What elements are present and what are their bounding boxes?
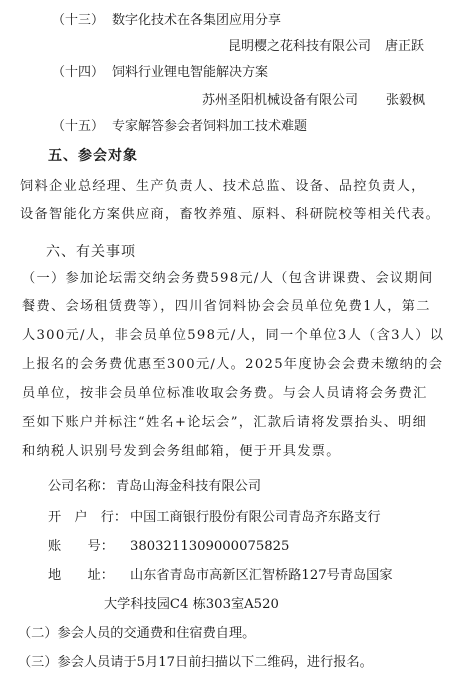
presenter-name: 张毅枫 xyxy=(386,93,426,108)
fee-paragraph-line-3: 人300元/人，非会员单位598元/人，同一个单位3人（含3人）以 xyxy=(22,328,445,343)
fee-paragraph-line-5: 员单位，按非会员单位标准收取会务费。与会人员请将会务费汇 xyxy=(22,386,428,401)
travel-expense-note: （二）参会人员的交通费和住宿费自理。 xyxy=(18,626,256,641)
fee-paragraph-line-7: 和纳税人识别号发到会务组邮箱，便于开具发票。 xyxy=(22,444,341,459)
presenter-company: 昆明樱之花科技有限公司 xyxy=(228,39,372,54)
attendees-line-1: 饲料企业总经理、生产负责人、技术总监、设备、品控负责人， xyxy=(20,179,426,194)
agenda-title: 专家解答参会者饲料加工技术难题 xyxy=(112,119,308,134)
bank-value: 中国工商银行股份有限公司青岛齐东路支行 xyxy=(130,510,381,525)
company-name-label: 公司名称： xyxy=(48,479,114,494)
agenda-item-14 xyxy=(52,64,268,82)
section-heading-notes: 六、有关事项 xyxy=(46,244,136,260)
section-heading-attendees: 五、参会对象 xyxy=(48,148,138,164)
agenda-item-15 xyxy=(52,118,307,136)
fee-paragraph-line-2: 餐费、会场租赁费等），四川省饲料协会会员单位免费1人，第二 xyxy=(22,299,431,314)
company-name-value: 青岛山海金科技有限公司 xyxy=(116,479,262,494)
fee-paragraph-line-4: 上报名的会务费优惠至300元/人。2025年度协会会费未缴纳的会 xyxy=(22,357,444,372)
agenda-index: （十四） xyxy=(52,65,105,80)
address-value-line-2: 大学科技园C4 栋303室A520 xyxy=(104,597,279,612)
fee-paragraph-line-6: 至如下账户并标注“姓名+论坛会”，汇款后请将发票抬头、明细 xyxy=(22,415,428,430)
agenda-title: 数字化技术在各集团应用分享 xyxy=(112,13,282,28)
agenda-title: 饲料行业锂电智能解决方案 xyxy=(112,65,269,80)
address-value-line-1: 山东省青岛市高新区汇智桥路127号青岛国家 xyxy=(130,568,393,583)
presenter-company: 苏州圣阳机械设备有限公司 xyxy=(202,93,359,108)
attendees-line-2: 设备智能化方案供应商，畜牧养殖、原料、科研院校等相关代表。 xyxy=(20,207,441,222)
fee-paragraph-line-1: （一）参加论坛需交纳会务费598元/人（包含讲课费、会议期间 xyxy=(22,271,434,286)
account-number-value: 3803211309000075825 xyxy=(130,539,290,554)
bank-label: 开 户 行： xyxy=(48,510,128,525)
account-number-label: 账 号： xyxy=(48,539,114,554)
address-label: 地 址： xyxy=(48,568,114,583)
agenda-index: （十五） xyxy=(52,119,105,134)
registration-note: （三）参会人员请于5月17日前扫描以下二维码，进行报名。 xyxy=(18,655,373,670)
agenda-item-13 xyxy=(52,12,281,30)
agenda-presenter-14 xyxy=(202,92,425,110)
presenter-name: 唐正跃 xyxy=(385,39,425,54)
agenda-presenter-13 xyxy=(228,38,424,56)
agenda-index: （十三） xyxy=(52,13,105,28)
